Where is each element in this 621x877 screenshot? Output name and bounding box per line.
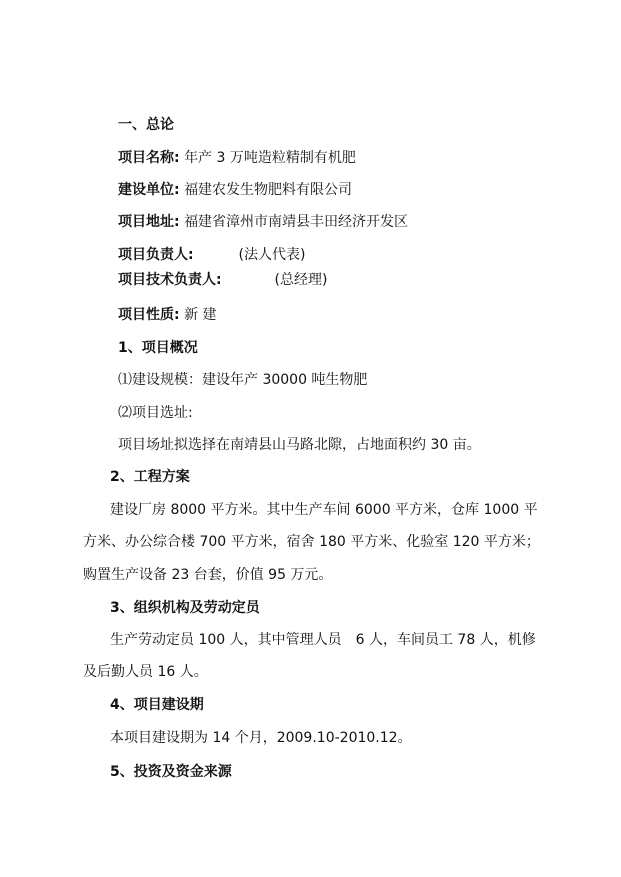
construction-period-text: 本项目建设期为 14 个月，2009.10-2010.12。 [110,730,412,746]
project-leader-row [118,245,305,265]
engineering-line-3: 购置生产设备 23 台套，价值 95 万元。 [83,567,333,583]
project-name-value: 年产 3 万吨造粒精制有机肥 [184,150,356,166]
project-nature-value: 新 建 [184,307,217,323]
tech-leader-value: (总经理) [274,272,328,288]
section-3-heading: 3、组织机构及劳动定员 [110,600,260,616]
site-text: 项目场址拟选择在南靖县山马路北隙，占地面积约 30 亩。 [118,437,481,453]
project-address-value: 福建省漳州市南靖县丰田经济开发区 [184,214,409,230]
project-nature-label: 项目性质: [118,307,180,323]
build-scale-text: ⑴建设规模：建设年产 30000 吨生物肥 [118,372,368,388]
tech-leader-row [118,270,327,290]
section-1-heading: 1、项目概况 [118,340,198,356]
staffing-line-1: 生产劳动定员 100 人，其中管理人员 6 人，车间员工 78 人，机修 [110,632,536,648]
build-unit-value: 福建农发生物肥料有限公司 [184,182,353,198]
project-address-label: 项目地址: [118,214,180,230]
project-name-label: 项目名称: [118,150,180,166]
section-title: 一、总论 [118,117,174,133]
staffing-line-2: 及后勤人员 16 人。 [83,664,208,680]
tech-leader-label: 项目技术负责人: [118,272,222,288]
section-4-heading: 4、项目建设期 [110,697,204,713]
project-leader-label: 项目负责人: [118,247,194,263]
build-unit-label: 建设单位: [118,182,180,198]
project-nature-row [118,305,217,325]
project-leader-value: (法人代表) [238,247,306,263]
engineering-line-2: 方米、办公综合楼 700 平方米，宿舍 180 平方米、化验室 120 平方米； [83,534,540,550]
site-label: ⑵项目选址: [118,405,193,421]
build-unit-row [118,180,352,200]
project-address-row [118,212,408,232]
project-name-row [118,148,356,168]
engineering-line-1: 建设厂房 8000 平方米。其中生产车间 6000 平方米，仓库 1000 平 [110,502,538,518]
section-2-heading: 2、工程方案 [110,469,190,485]
section-5-heading: 5、投资及资金来源 [110,764,232,780]
